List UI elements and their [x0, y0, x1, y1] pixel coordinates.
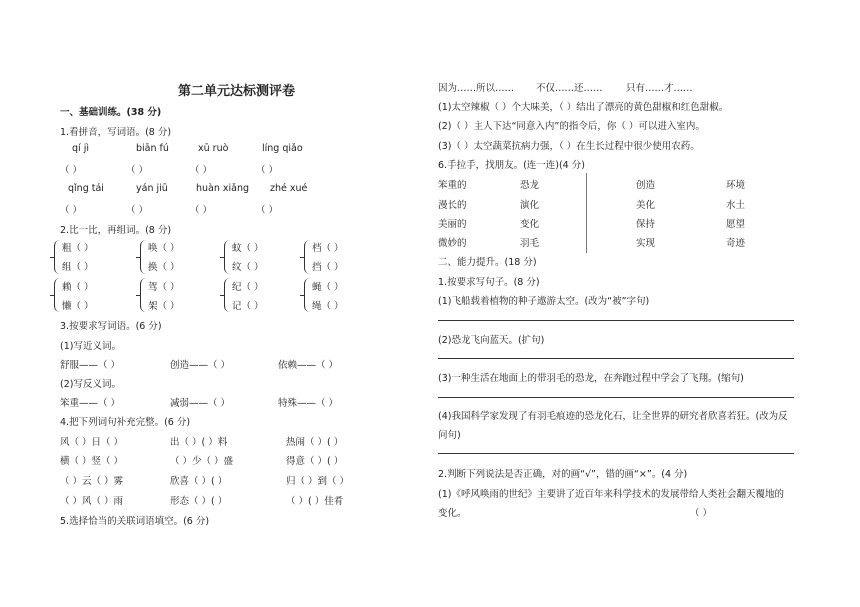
section-ability: 二、能力提升。(18 分) [438, 257, 537, 268]
answer-blank[interactable]: （ ） [190, 205, 213, 216]
compare-char: 懒（ ） [62, 301, 94, 312]
match-word[interactable]: 羽毛 [520, 238, 540, 249]
page-title: 第二单元达标测评卷 [178, 84, 296, 99]
brace [304, 278, 311, 312]
compare-char: 纪（ ） [232, 282, 264, 293]
antonym-item: 减弱——（ ） [170, 398, 231, 409]
match-word[interactable]: 环境 [726, 180, 746, 191]
pinyin-4: líng qiǎo [262, 143, 303, 154]
answer-line[interactable] [438, 358, 794, 359]
ability-question-1: 1.按要求写句子。(8 分) [438, 277, 540, 288]
pinyin-7: huàn xiǎng [196, 183, 250, 194]
compare-char: 纹（ ） [232, 262, 264, 273]
match-word[interactable]: 微妙的 [438, 238, 467, 249]
match-word[interactable]: 笨重的 [438, 180, 467, 191]
match-word[interactable]: 恐龙 [520, 180, 540, 191]
synonym-item: 创造——（ ） [170, 360, 231, 371]
rewrite-prompt-4-cont: 问句) [438, 430, 461, 441]
brace [224, 240, 231, 274]
question-4: 4.把下列词句补充完整。(6 分) [60, 417, 191, 428]
rewrite-prompt-2: (2)恐龙飞向蓝天。(扩句) [438, 335, 545, 346]
compare-char: 组（ ） [62, 262, 94, 273]
conjunction-1: 因为……所以…… [438, 83, 515, 94]
idiom-item: 风（ ）日（ ） [60, 437, 124, 448]
compare-char: 唤（ ） [148, 243, 180, 254]
brace [54, 240, 61, 274]
idiom-item: 横（ ）竖（ ） [60, 456, 124, 467]
brace [54, 278, 61, 312]
compare-char: 架（ ） [148, 301, 180, 312]
fill-sentence-1: (1)太空辣椒（ ）个大味美，（ ）结出了漂亮的黄色甜椒和红色甜椒。 [438, 102, 729, 113]
answer-line[interactable] [438, 320, 794, 321]
fill-sentence-3: (3)（ ）太空蔬菜抗病力强，（ ）在生长过程中很少使用农药。 [438, 141, 700, 152]
pinyin-3: xū ruò [198, 143, 229, 154]
rewrite-prompt-4: (4)我国科学家发现了有羽毛痕迹的恐龙化石，让全世界的研究者欣喜若狂。(改为反 [438, 411, 788, 422]
pinyin-1: qí jì [72, 143, 89, 154]
pinyin-8: zhé xué [270, 183, 308, 194]
idiom-item: 热闹（ ）( ） [286, 437, 344, 448]
idiom-item: 得意（ ）( ） [286, 456, 344, 467]
idiom-item: 出（ ）( ）料 [170, 437, 228, 448]
antonym-item: 特殊——（ ） [278, 398, 339, 409]
match-word[interactable]: 水土 [726, 200, 746, 211]
answer-blank[interactable]: （ ） [190, 165, 213, 176]
synonym-item: 舒服——（ ） [60, 360, 121, 371]
match-word[interactable]: 美化 [636, 200, 656, 211]
compare-char: 蚊（ ） [232, 243, 264, 254]
answer-line[interactable] [438, 397, 794, 398]
antonym-item: 笨重——（ ） [60, 398, 121, 409]
answer-blank[interactable]: （ ） [126, 165, 149, 176]
judge-statement-1: (1)《呼风唤雨的世纪》主要讲了近百年来科学技术的发展带给人类社会翻天覆地的 [438, 489, 784, 500]
synonym-heading: (1)写近义词。 [60, 341, 121, 352]
compare-char: 换（ ） [148, 262, 180, 273]
pinyin-5: qǐng tái [68, 183, 104, 194]
antonym-heading: (2)写反义词。 [60, 379, 121, 390]
brace [304, 240, 311, 274]
compare-char: 绳（ ） [312, 301, 344, 312]
brace [224, 278, 231, 312]
match-word[interactable]: 保持 [636, 219, 656, 230]
compare-char: 蝇（ ） [312, 282, 344, 293]
match-word[interactable]: 愿望 [726, 219, 746, 230]
synonym-item: 依赖——（ ） [278, 360, 339, 371]
rewrite-prompt-3: (3)一种生活在地面上的带羽毛的恐龙，在奔跑过程中学会了飞翔。(缩句) [438, 373, 744, 384]
idiom-item: （ ）风（ ）雨 [60, 496, 124, 507]
compare-char: 挡（ ） [312, 262, 344, 273]
compare-char: 粗（ ） [62, 243, 94, 254]
question-5: 5.选择恰当的关联词语填空。(6 分) [60, 516, 210, 527]
compare-char: 驾（ ） [148, 282, 180, 293]
fill-sentence-2: (2)（ ）主人下达“同意入内”的指令后，你（ ）可以进入室内。 [438, 121, 705, 132]
match-word[interactable]: 创造 [636, 180, 656, 191]
answer-blank[interactable]: （ ） [60, 165, 83, 176]
conjunction-2: 不仅……还…… [536, 83, 603, 94]
judge-blank[interactable]: （ ） [690, 508, 713, 519]
rewrite-prompt-1: (1)飞船载着植物的种子遨游太空。(改为“被”字句) [438, 296, 650, 307]
compare-char: 档（ ） [312, 243, 344, 254]
pinyin-2: biān fú [136, 143, 169, 154]
idiom-item: 归（ ）到（ ） [286, 476, 350, 487]
idiom-item: （ ）云（ ）雾 [60, 476, 124, 487]
match-divider [586, 173, 587, 253]
question-6: 6.手拉手，找朋友。(连一连)(4 分) [438, 160, 585, 171]
section-basic: 一、基础训练。(38 分) [60, 107, 162, 118]
pinyin-6: yán jiū [136, 183, 168, 194]
answer-line[interactable] [438, 453, 794, 454]
question-3: 3.按要求写词语。(6 分) [60, 321, 162, 332]
match-word[interactable]: 漫长的 [438, 200, 467, 211]
match-word[interactable]: 美丽的 [438, 219, 467, 230]
idiom-item: 欣喜（ ）( ） [170, 476, 228, 487]
idiom-item: 形态（ ）( ） [170, 496, 228, 507]
conjunction-3: 只有……才…… [626, 83, 693, 94]
compare-char: 赖（ ） [62, 282, 94, 293]
question-1: 1.看拼音，写词语。(8 分) [60, 127, 172, 138]
match-word[interactable]: 实现 [636, 238, 656, 249]
match-word[interactable]: 演化 [520, 200, 540, 211]
brace [140, 240, 147, 274]
answer-blank[interactable]: （ ） [256, 165, 279, 176]
idiom-item: （ ）少（ ）盛 [170, 456, 234, 467]
answer-blank[interactable]: （ ） [126, 205, 149, 216]
answer-blank[interactable]: （ ） [60, 205, 83, 216]
match-word[interactable]: 奇迹 [726, 238, 746, 249]
brace [140, 278, 147, 312]
judge-statement-1-cont: 变化。 [438, 508, 467, 519]
ability-question-2: 2.判断下列说法是否正确，对的画“√”，错的画“×”。(4 分) [438, 469, 688, 480]
idiom-item: （ ）( ）佳肴 [286, 496, 344, 507]
compare-char: 记（ ） [232, 301, 264, 312]
question-2: 2.比一比，再组词。(8 分) [60, 225, 172, 236]
answer-blank[interactable]: （ ） [256, 205, 279, 216]
match-word[interactable]: 变化 [520, 219, 540, 230]
